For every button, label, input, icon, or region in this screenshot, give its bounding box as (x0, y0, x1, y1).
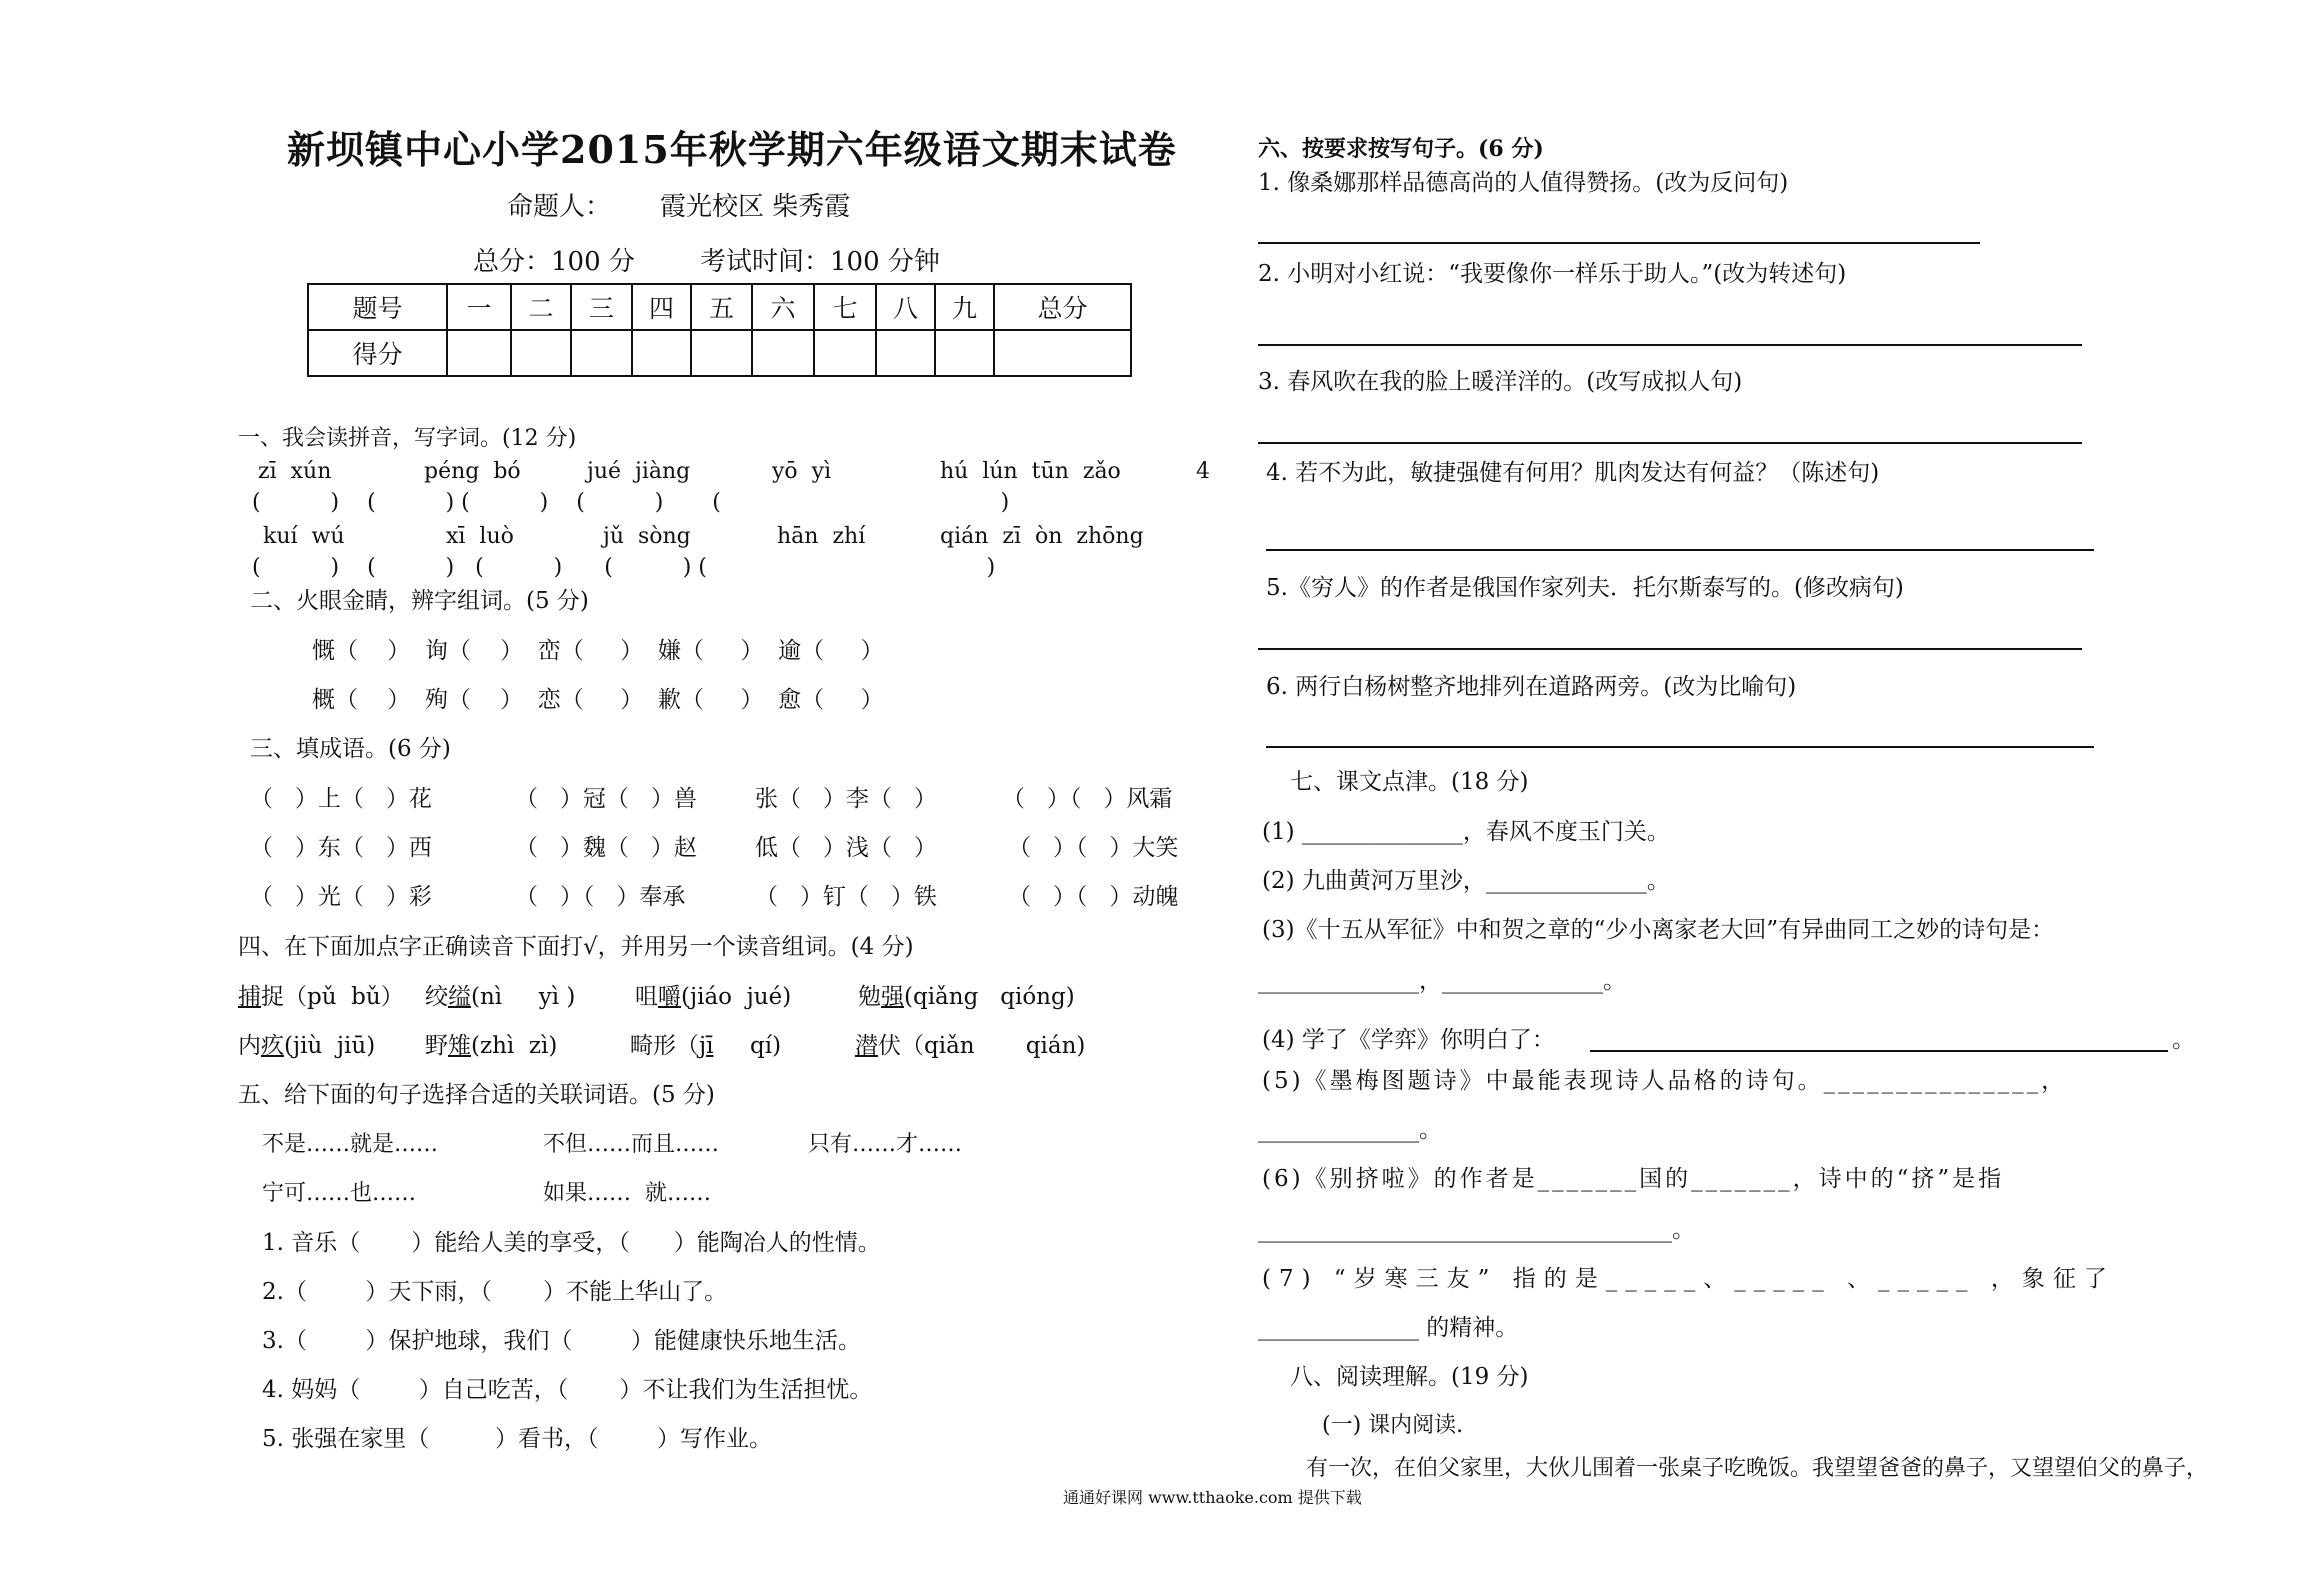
poem-fill-3-answer[interactable]: ______________，______________。 (1258, 968, 1626, 994)
rewrite-item-5: 5.《穷人》的作者是俄国作家列夫．托尔斯泰写的。(修改病句) (1266, 575, 1904, 601)
poem-fill-4: (4) 学了《学弈》你明白了： (1262, 1027, 1555, 1053)
rewrite-item-1: 1. 像桑娜那样品德高尚的人值得赞扬。(改为反问句) (1258, 170, 1789, 196)
idiom-3-3[interactable]: （ ）钉（ ）铁 (755, 884, 937, 910)
conj-option-3: 只有……才…… (808, 1132, 963, 1157)
reading-8[interactable]: 潜伏（qiǎn qián) (855, 1033, 1086, 1059)
rewrite-item-4: 4. 若不为此，敏捷强健有何用？肌肉发达有何益？（陈述句) (1266, 460, 1880, 486)
answer-line[interactable] (1258, 442, 2082, 444)
score-cell[interactable] (511, 330, 571, 376)
answer-line[interactable] (1258, 648, 2082, 650)
score-col-3: 三 (571, 284, 632, 330)
poem-fill-7[interactable]: (7) “岁寒三友” 指的是_____、_____ 、_____ ，象征了 (1262, 1266, 2115, 1292)
conj-item-5[interactable]: 5. 张强在家里（ ）看书，（ ）写作业。 (262, 1426, 773, 1452)
conj-option-5: 如果…… 就…… (543, 1181, 711, 1206)
answer-parens-row1[interactable]: ( ) ( ) ( ) ( ) ( ) (252, 490, 1010, 515)
score-row-label: 得分 (308, 330, 447, 376)
reading-passage: 有一次，在伯父家里，大伙儿围着一张桌子吃晚饭。我望望爸爸的鼻子，又望望伯父的鼻子， (1306, 1456, 2209, 1481)
author-value: 霞光校区 柴秀霞 (660, 192, 851, 222)
pinyin-5: hú lún tūn zǎo (940, 459, 1121, 484)
idiom-1-4[interactable]: （ ）（ ）风霜 (1002, 786, 1173, 812)
score-cell[interactable] (571, 330, 632, 376)
answer-parens-row2[interactable]: ( ) ( ) ( ) ( ) ( ) (252, 555, 996, 580)
poem-fill-4-end: 。 (2172, 1027, 2195, 1053)
score-cell[interactable] (447, 330, 511, 376)
footer-source: 通通好课网 www.tthaoke.com 提供下载 (1063, 1488, 1362, 1507)
poem-fill-6[interactable]: (6)《别挤啦》的作者是_______国的_______，诗中的“挤”是指 (1262, 1166, 2005, 1192)
conj-option-4: 宁可……也…… (262, 1181, 417, 1206)
conj-item-2[interactable]: 2.（ ）天下雨，（ ）不能上华山了。 (262, 1279, 728, 1305)
score-table (307, 283, 1132, 377)
score-cell-total[interactable] (994, 330, 1131, 376)
conj-option-2: 不但……而且…… (543, 1132, 720, 1157)
score-col-6: 六 (752, 284, 814, 330)
poem-fill-5[interactable]: (5)《墨梅图题诗》中最能表现诗人品格的诗句。_______________， (1262, 1068, 2068, 1094)
idiom-2-4[interactable]: （ ）（ ）大笑 (1008, 835, 1179, 861)
rewrite-item-6: 6. 两行白杨树整齐地排列在道路两旁。(改为比喻句) (1266, 674, 1797, 700)
pinyin-11: qián zī òn zhōng (940, 524, 1144, 549)
reading-5[interactable]: 内疚(jiù jiū) (238, 1033, 376, 1059)
answer-line[interactable] (1266, 746, 2094, 748)
score-cell[interactable] (814, 330, 876, 376)
poem-fill-6-answer[interactable]: ____________________________________。 (1258, 1217, 1695, 1243)
answer-line[interactable] (1590, 1050, 2168, 1052)
idiom-3-4[interactable]: （ ）（ ）动魄 (1008, 884, 1179, 910)
score-col-1: 一 (447, 284, 511, 330)
score-cell[interactable] (752, 330, 814, 376)
score-table-score-row (308, 330, 1131, 376)
idiom-3-1[interactable]: （ ）光（ ）彩 (250, 884, 432, 910)
total-score: 总分：100 分 (473, 247, 635, 277)
score-col-5: 五 (691, 284, 752, 330)
pinyin-3: jué jiàng (587, 459, 691, 484)
reading-2[interactable]: 绞缢(nì yì ) (425, 984, 576, 1010)
section6-heading: 六、按要求按写句子。(6 分) (1258, 136, 1544, 162)
idiom-1-2[interactable]: （ ）冠（ ）兽 (515, 786, 697, 812)
reading-4[interactable]: 勉强(qiǎng qióng) (858, 984, 1075, 1010)
section1-heading: 一、我会读拼音，写字词。(12 分) (238, 426, 577, 451)
rewrite-item-3: 3. 春风吹在我的脸上暖洋洋的。(改写成拟人句) (1258, 369, 1743, 395)
conj-option-1: 不是……就是…… (262, 1132, 439, 1157)
pinyin-6: 4 (1196, 459, 1210, 484)
section2-heading: 二、火眼金睛，辨字组词。(5 分) (250, 588, 589, 614)
char-row-2[interactable]: 概（ ） 殉（ ） 恋（ ） 歉（ ） 愈（ ） (312, 687, 884, 713)
answer-line[interactable] (1266, 549, 2094, 551)
score-col-4: 四 (632, 284, 691, 330)
poem-fill-1[interactable]: (1) ______________，春风不度玉门关。 (1262, 819, 1670, 845)
score-table-label: 题号 (308, 284, 447, 330)
section7-heading: 七、课文点津。(18 分) (1290, 769, 1529, 795)
reading-1[interactable]: 捕捉（pǔ bǔ） (238, 984, 404, 1010)
pinyin-7: kuí wú (263, 524, 345, 549)
pinyin-10: hān zhí (777, 524, 866, 549)
section4-heading: 四、在下面加点字正确读音下面打√，并用另一个读音组词。(4 分) (238, 934, 914, 960)
poem-fill-7-answer[interactable]: ______________ 的精神。 (1258, 1315, 1519, 1341)
poem-fill-2[interactable]: (2) 九曲黄河万里沙，______________。 (1262, 868, 1670, 894)
answer-line[interactable] (1258, 242, 1980, 244)
exam-title: 新坝镇中心小学2015年秋学期六年级语文期末试卷 (287, 127, 1177, 172)
pinyin-8: xī luò (446, 524, 514, 549)
answer-line[interactable] (1258, 344, 2082, 346)
score-cell[interactable] (935, 330, 994, 376)
pinyin-9: jǔ sòng (603, 524, 691, 549)
conj-item-1[interactable]: 1. 音乐（ ）能给人美的享受，（ ）能陶冶人的性情。 (262, 1230, 881, 1256)
idiom-2-1[interactable]: （ ）东（ ）西 (250, 835, 432, 861)
section8-subheading: (一) 课内阅读. (1322, 1413, 1464, 1438)
reading-3[interactable]: 咀嚼(jiáo jué) (635, 984, 792, 1010)
score-cell[interactable] (691, 330, 752, 376)
reading-6[interactable]: 野雉(zhì zì) (425, 1033, 558, 1059)
idiom-1-1[interactable]: （ ）上（ ）花 (250, 786, 432, 812)
score-cell[interactable] (632, 330, 691, 376)
exam-time: 考试时间：100 分钟 (700, 247, 940, 277)
score-col-9: 九 (935, 284, 994, 330)
idiom-2-3[interactable]: 低（ ）浅（ ） (755, 835, 937, 861)
conj-item-4[interactable]: 4. 妈妈（ ）自己吃苦，（ ）不让我们为生活担忧。 (262, 1377, 873, 1403)
score-col-total: 总分 (994, 284, 1131, 330)
pinyin-4: yō yì (772, 459, 832, 484)
section3-heading: 三、填成语。(6 分) (250, 736, 451, 762)
score-table-header-row (308, 284, 1131, 330)
poem-fill-5-answer[interactable]: ______________。 (1258, 1117, 1442, 1143)
idiom-1-3[interactable]: 张（ ）李（ ） (755, 786, 937, 812)
idiom-2-2[interactable]: （ ）魏（ ）赵 (515, 835, 697, 861)
score-col-2: 二 (511, 284, 571, 330)
pinyin-1: zī xún (258, 459, 332, 484)
score-col-8: 八 (876, 284, 935, 330)
char-row-1[interactable]: 慨（ ） 询（ ） 峦（ ） 嫌（ ） 逾（ ） (312, 638, 884, 664)
idiom-3-2[interactable]: （ ）（ ）奉承 (515, 884, 686, 910)
reading-7[interactable]: 畸形（jī qí) (630, 1033, 782, 1059)
author-label: 命题人： (507, 192, 612, 222)
section8-heading: 八、阅读理解。(19 分) (1290, 1364, 1529, 1390)
score-col-7: 七 (814, 284, 876, 330)
section5-heading: 五、给下面的句子选择合适的关联词语。(5 分) (238, 1082, 715, 1108)
conj-item-3[interactable]: 3.（ ）保护地球，我们（ ）能健康快乐地生活。 (262, 1328, 861, 1354)
score-cell[interactable] (876, 330, 935, 376)
rewrite-item-2: 2. 小明对小红说：“我要像你一样乐于助人。”(改为转述句) (1258, 261, 1847, 287)
pinyin-2: péng bó (424, 459, 521, 484)
poem-fill-3: (3)《十五从军征》中和贺之章的“少小离家老大回”有异曲同工之妙的诗句是： (1262, 917, 2055, 943)
